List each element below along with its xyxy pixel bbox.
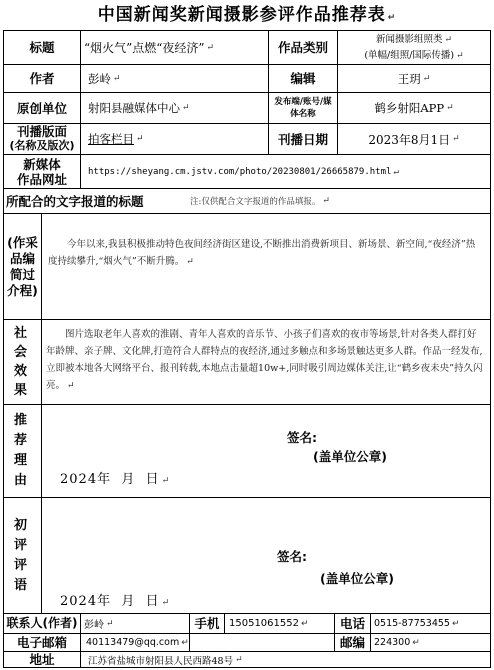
recommend-sign-label: 签名: [287,430,317,445]
form-title: 中国新闻奖新闻摄影参评作品推荐表 ↵ [97,5,397,25]
postcode-value: 224300 ↵ [374,637,420,648]
recommend-label: 推荐理由 [14,413,28,488]
email-label: 电子邮箱 [16,635,67,650]
category-value: 新闻摄影组照类 ↵ (单幅/组照/国际传播) ↵ [364,34,464,61]
author-label: 作者 [29,71,55,86]
address-label: 地址 [29,652,55,667]
intro-text: 今年以来,我县积极推动特色夜间经济街区建设,不断推出消费新项目、新场景、新空间,“夜经济”热度持续攀升,“烟火气”不断升腾。 ↵ [48,239,476,267]
postcode-label: 邮编 [339,635,365,650]
review-sign-label: 签名: [277,549,307,564]
editor-value: 王玥 ↵ [397,71,431,86]
email-value: 40113479@qq.com ↵ [86,637,189,648]
layout-value: 拍客栏目 ↵ [88,132,144,146]
url-label: 新媒体 作品网址 [16,156,67,187]
author-value: 彭岭 ↵ [88,71,121,86]
layout-label: 刊播版面 (名称及版次) [9,124,75,152]
intro-label: (作采品编简过介程) [7,234,38,298]
phone-label: 电话 [339,616,365,631]
editor-label: 编辑 [290,71,316,86]
title-value: “烟火气”点燃“夜经济” ↵ [84,41,215,55]
date-value: 2023年8月1日 ↵ [368,132,460,147]
contact-value: 彭岭 ↵ [84,618,114,631]
category-label: 作品类别 [277,40,328,55]
effect-text: 图片选取老年人喜欢的淮剧、青年人喜欢的音乐节、小孩子们喜欢的夜市等场景,针对各类人群打好年龄牌、亲子牌、文化牌,打造符合人群特点的夜经济,通过多触点和多场景触达更多人群。作品一经发布,立即被本地各大网络平台、报刊转载,本地点击量超10w+,同时吸引周边媒体关注,让“鹤乡夜未央”持久闪亮。 ↵ [46,329,483,391]
recommend-date: 2024年 月 日 ↵ [60,472,171,487]
address-value: 江苏省盐城市射阳县人民西路48号 ↵ [88,654,243,667]
contact-label: 联系人(作者) [6,616,78,630]
review-date: 2024年 月 日 ↵ [60,594,171,609]
phone-value: 0515-87753455 ↵ [374,618,460,629]
title-label: 标题 [29,40,55,55]
publisher-label: 发布端/账号/媒体名称 [274,97,332,119]
publisher-value: 鹤乡射阳APP ↵ [374,101,454,115]
recommend-seal-label: (盖单位公章) [313,449,387,464]
effect-label: 社会效果 [14,326,28,398]
report-note: 注:仅供配合文字报道的作品填报。 ↵ [190,196,330,207]
report-title-label: 所配合的文字报道的标题 [6,193,144,209]
url-value: https://sheyang.cm.jstv.com/photo/20230801/26665879.html ↵ [88,166,399,177]
review-seal-label: (盖单位公章) [320,571,394,586]
unit-label: 原创单位 [16,100,67,116]
mobile-label: 手机 [194,616,220,631]
mobile-value: 15051061552 ↵ [229,618,309,629]
unit-value: 射阳县融媒体中心 ↵ [88,101,190,115]
date-label: 刊播日期 [277,131,328,147]
review-label: 初评评语 [14,517,28,593]
